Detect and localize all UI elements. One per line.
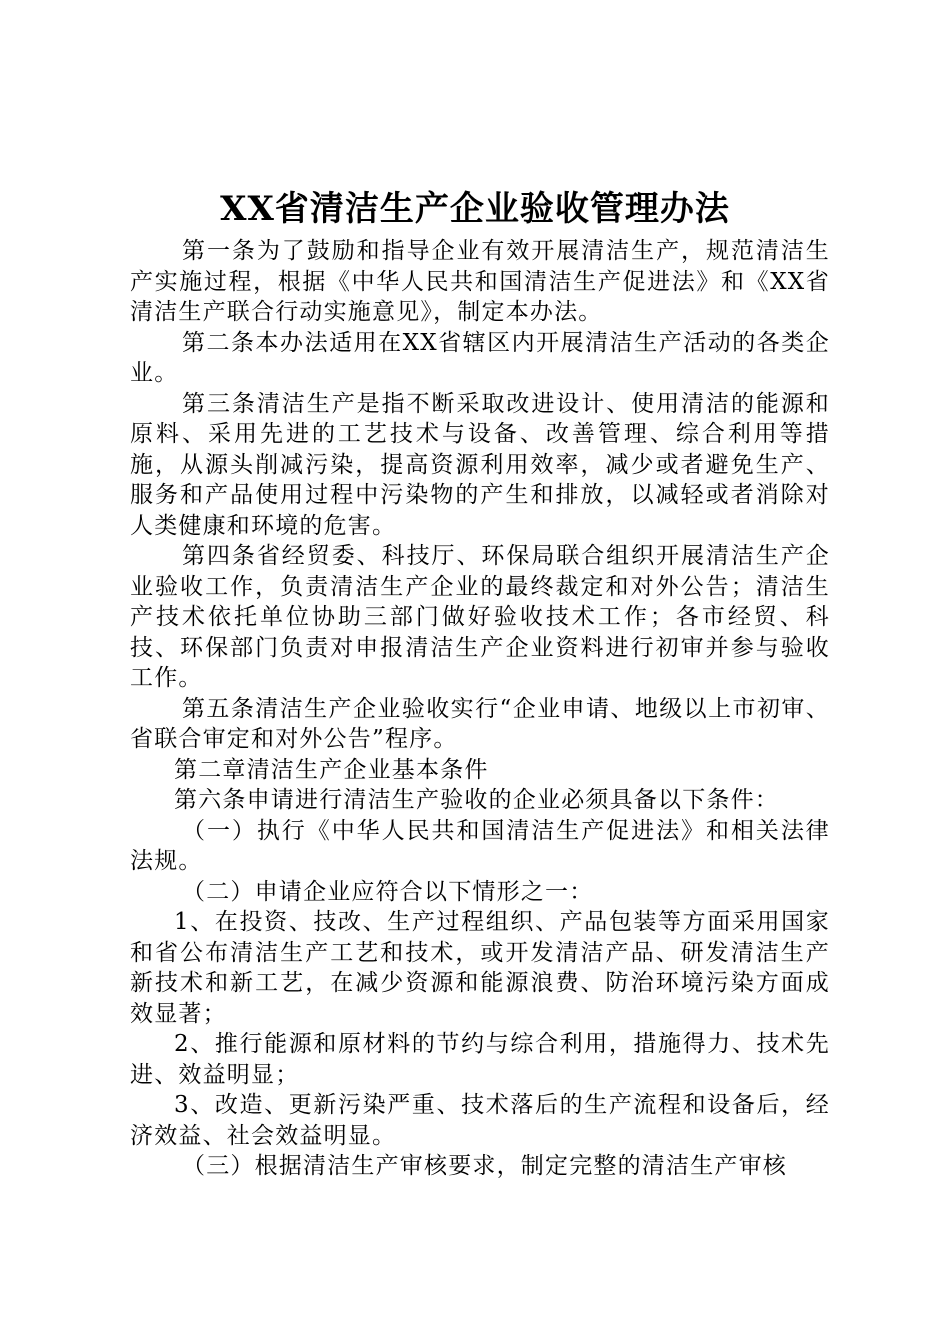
article-1: 第一条为了鼓励和指导企业有效开展清洁生产，规范清洁生产实施过程，根据《中华人民共和国清洁生产促进法》和《XX省清洁生产联合行动实施意见》，制定本办法。 — [130, 238, 830, 325]
article-5: 第五条清洁生产企业验收实行“企业申请、地级以上市初审、省联合审定和对外公告”程序。 — [130, 695, 830, 752]
document-body — [130, 236, 830, 1182]
condition-2: （二）申请企业应符合以下情形之一： — [182, 878, 594, 905]
condition-2-item-3: 3、改造、更新污染严重、技术落后的生产流程和设备后，经济效益、社会效益明显。 — [130, 1092, 830, 1149]
condition-2-item-2: 2、推行能源和原材料的节约与综合利用，措施得力、技术先进、效益明显； — [130, 1031, 830, 1088]
condition-3: （三）根据清洁生产审核要求，制定完整的清洁生产审核 — [182, 1153, 787, 1179]
document-title: XX省清洁生产企业验收管理办法 — [220, 189, 730, 229]
condition-2-item-1: 1、在投资、技改、生产过程组织、产品包装等方面采用国家和省公布清洁生产工艺和技术，或开发清洁产品、研发清洁生产新技术和新工艺，在减少资源和能源浪费、防治环境污染方面成效显著； — [130, 909, 830, 1027]
article-4: 第四条省经贸委、科技厅、环保局联合组织开展清洁生产企业验收工作，负责清洁生产企业的最终裁定和对外公告；清洁生产技术依托单位协助三部门做好验收技术工作；各市经贸、科技、环保部门负责对申报清洁生产企业资料进行初审并参与验收工作。 — [130, 543, 830, 691]
article-6: 第六条申请进行清洁生产验收的企业必须具备以下条件： — [174, 787, 779, 813]
article-3: 第三条清洁生产是指不断采取改进设计、使用清洁的能源和原料、采用先进的工艺技术与设备、改善管理、综合利用等措施，从源头削减污染，提高资源利用效率，减少或者避免生产、服务和产品使用过程中污染物的产生和排放，以减轻或者消除对人类健康和环境的危害。 — [130, 390, 830, 539]
condition-1: （一）执行《中华人民共和国清洁生产促进法》和相关法律法规。 — [130, 817, 830, 874]
chapter-2-heading: 第二章清洁生产企业基本条件 — [174, 756, 489, 783]
article-2: 第二条本办法适用在XX省辖区内开展清洁生产活动的各类企业。 — [130, 329, 830, 386]
